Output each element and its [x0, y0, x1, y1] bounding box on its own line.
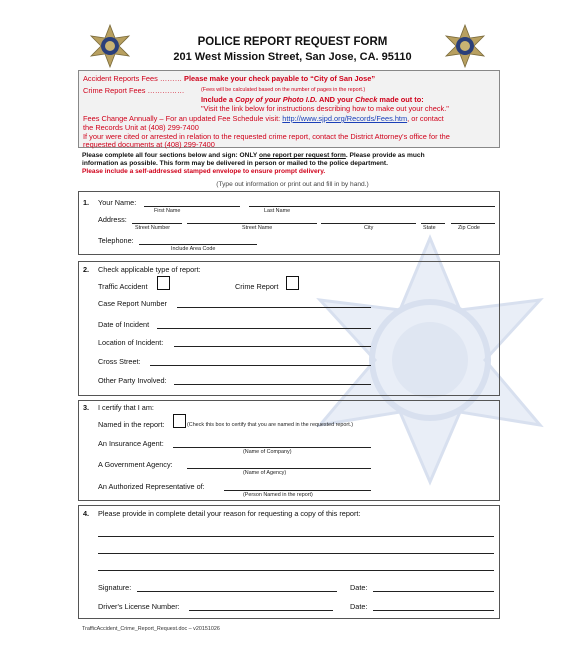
street-name-caption: Street Name — [242, 225, 273, 231]
government-agency-field[interactable] — [187, 468, 371, 469]
attorney-line-2: requested documents at (408) 299-7400 — [83, 140, 215, 149]
crime-fees-label: Crime Report Fees …………… — [83, 86, 185, 95]
type-out-note: (Type out information or print out and fill in by hand.) — [216, 181, 369, 188]
fee-change-row — [83, 114, 444, 123]
other-party-label: Other Party Involved: — [98, 376, 167, 385]
accident-fees-row — [83, 74, 375, 83]
signature-date-field[interactable] — [373, 591, 494, 592]
section-number: 3. — [83, 403, 90, 412]
form-address: 201 West Mission Street, San Jose, CA. 95110 — [173, 51, 412, 63]
signature-label: Signature: — [98, 583, 132, 592]
license-date-label: Date: — [350, 602, 368, 611]
section-3-certification — [78, 400, 500, 501]
location-label: Location of Incident: — [98, 338, 164, 347]
authorized-rep-label: An Authorized Representative of: — [98, 482, 205, 491]
section-4-reason — [78, 505, 500, 619]
section-2-report-type — [78, 261, 500, 396]
crime-fees-visit: "Visit the link below for instructions describing how to make out your check." — [201, 104, 449, 113]
first-name-field[interactable] — [144, 206, 240, 207]
instructions-prefix: Please complete all four sections below and sign: ONLY — [82, 152, 259, 159]
fee-change-prefix: Fees Change Annually – For an updated Fee Schedule visit: — [83, 114, 283, 123]
report-type-heading: Check applicable type of report: — [98, 265, 201, 274]
crime-report-label: Crime Report — [235, 282, 279, 291]
zip-caption: Zip Code — [458, 225, 480, 231]
government-agency-label: A Government Agency: — [98, 460, 173, 469]
telephone-field[interactable] — [139, 244, 257, 245]
fee-schedule-link[interactable]: http://www.sjpd.org/Records/Fees.htm — [282, 114, 408, 123]
license-date-field[interactable] — [373, 610, 494, 611]
first-name-caption: First Name — [154, 208, 181, 214]
insurance-agent-label: An Insurance Agent: — [98, 439, 164, 448]
form-title: POLICE REPORT REQUEST FORM — [197, 36, 388, 48]
reason-line-1[interactable] — [98, 536, 494, 537]
reason-line-2[interactable] — [98, 553, 494, 554]
section-1-contact — [78, 191, 500, 255]
fee-info-box — [78, 70, 500, 148]
include-check: Check — [355, 95, 378, 104]
zip-field[interactable] — [451, 223, 495, 224]
instructions-suffix: . Please provide as much — [345, 152, 425, 159]
state-caption: State — [423, 225, 436, 231]
street-number-caption: Street Number — [135, 225, 171, 231]
instructions-underlined: one report per request form — [258, 152, 346, 159]
attorney-line-1: If your were cited or arrested in relation to the requested crime report, contact the District Attorney's office for the — [83, 132, 450, 141]
authorized-rep-field[interactable] — [224, 490, 371, 491]
certify-heading: I certify that I am: — [98, 403, 154, 412]
license-field[interactable] — [189, 610, 333, 611]
instructions-line-1 — [82, 152, 425, 159]
street-name-field[interactable] — [187, 223, 317, 224]
state-field[interactable] — [421, 223, 445, 224]
traffic-accident-checkbox[interactable] — [157, 276, 170, 290]
last-name-field[interactable] — [249, 206, 495, 207]
crime-fees-include — [201, 95, 424, 104]
include-photo-id: Copy of your Photo I.D. — [235, 95, 318, 104]
cross-street-field[interactable] — [150, 365, 371, 366]
signature-field[interactable] — [137, 591, 337, 592]
reason-heading: Please provide in complete detail your reason for requesting a copy of this report: — [98, 509, 361, 518]
reason-line-3[interactable] — [98, 570, 494, 571]
date-of-incident-field[interactable] — [157, 328, 371, 329]
company-caption: (Name of Company) — [243, 449, 292, 455]
case-number-label: Case Report Number — [98, 299, 167, 308]
street-number-field[interactable] — [132, 223, 182, 224]
date-of-incident-label: Date of Incident — [98, 320, 150, 329]
location-field[interactable] — [174, 346, 371, 347]
section-number: 4. — [83, 509, 90, 518]
section-number: 1. — [83, 198, 90, 207]
city-field[interactable] — [321, 223, 416, 224]
cross-street-label: Cross Street: — [98, 357, 141, 366]
case-number-field[interactable] — [177, 307, 371, 308]
insurance-company-field[interactable] — [173, 447, 371, 448]
your-name-label: Your Name: — [98, 198, 137, 207]
fee-change-suffix: , or contact — [407, 114, 444, 123]
footer-filename: TrafficAccident_Crime_Report_Request.doc – v20151026 — [82, 626, 220, 632]
crime-fees-note: (Fees will be calculated based on the number of pages in the report.) — [201, 87, 366, 93]
accident-fees-text: Please make your check payable to “City of San Jose” — [184, 74, 376, 83]
named-in-report-checkbox[interactable] — [173, 414, 186, 428]
person-caption: (Person Named in the report) — [243, 492, 313, 498]
section-number: 2. — [83, 265, 90, 274]
named-in-report-note: (Check this box to certify that you are named in the requested report.) — [187, 422, 353, 428]
address-label: Address: — [98, 215, 127, 224]
include-prefix: Include a — [201, 95, 236, 104]
other-party-field[interactable] — [174, 384, 371, 385]
last-name-caption: Last Name — [264, 208, 291, 214]
area-code-caption: Include Area Code — [171, 246, 216, 252]
crime-report-checkbox[interactable] — [286, 276, 299, 290]
include-suffix: made out to: — [377, 95, 424, 104]
instructions-line-2: information as possible. This form may be delivered in person or mailed to the police department. — [82, 160, 388, 167]
instructions-line-3: Please include a self-addressed stamped envelope to ensure prompt delivery. — [82, 168, 326, 175]
fee-change-phone: the Records Unit at (408) 299-7400 — [83, 123, 199, 132]
traffic-accident-label: Traffic Accident — [98, 282, 148, 291]
include-mid: AND your — [317, 95, 356, 104]
agency-caption: (Name of Agency) — [243, 470, 287, 476]
named-in-report-label: Named in the report: — [98, 420, 165, 429]
accident-fees-label: Accident Reports Fees ……… — [83, 74, 185, 83]
license-label: Driver's License Number: — [98, 602, 180, 611]
city-caption: City — [364, 225, 374, 231]
telephone-label: Telephone: — [98, 236, 134, 245]
signature-date-label: Date: — [350, 583, 368, 592]
